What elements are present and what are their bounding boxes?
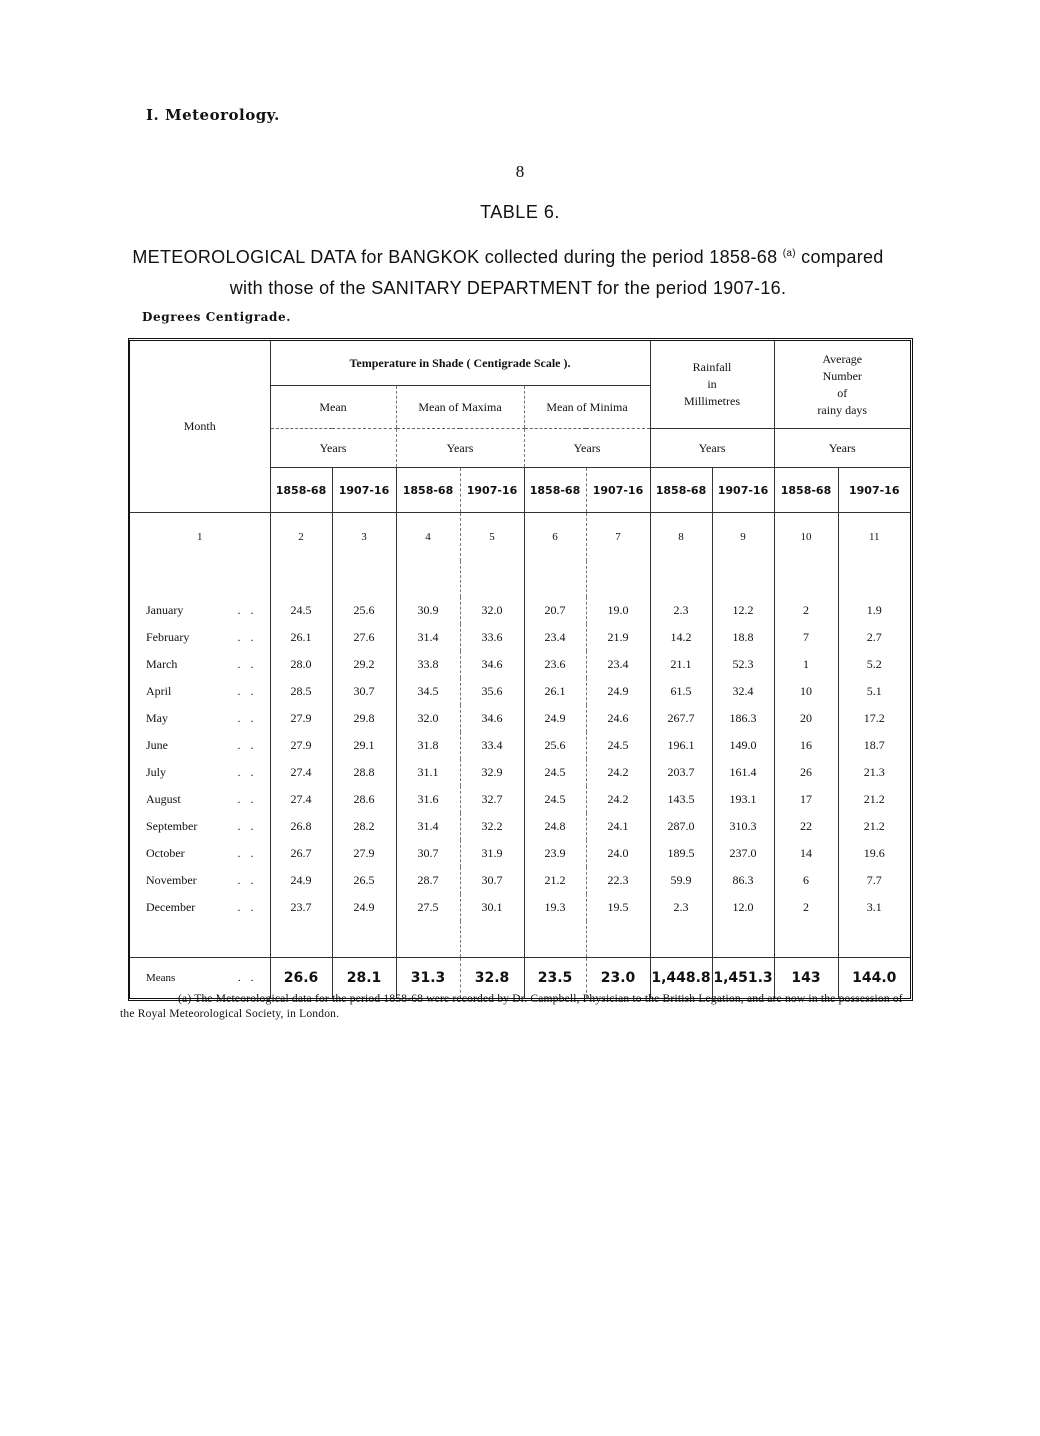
month-name: October — [146, 846, 185, 860]
data-cell: 14 — [774, 840, 838, 867]
column-number: 6 — [524, 513, 586, 562]
data-cell: 24.5 — [524, 786, 586, 813]
data-cell: 27.9 — [332, 840, 396, 867]
column-number: 3 — [332, 513, 396, 562]
data-cell: 32.0 — [396, 705, 460, 732]
month-name: August — [146, 792, 181, 806]
data-cell: 23.6 — [524, 651, 586, 678]
data-cell: 19.0 — [586, 597, 650, 624]
data-cell: 32.7 — [460, 786, 524, 813]
data-cell: 27.9 — [290, 711, 312, 725]
data-cell: 24.2 — [586, 759, 650, 786]
data-cell: 196.1 — [650, 732, 712, 759]
leader-dots: .. — [237, 792, 264, 806]
caption-line1: METEOROLOGICAL DATA for BANGKOK collected during the period 1858-68 — [132, 247, 778, 267]
data-cell: 17.2 — [838, 705, 910, 732]
data-cell: 33.6 — [460, 624, 524, 651]
data-cell: 1 — [774, 651, 838, 678]
data-cell: 28.6 — [332, 786, 396, 813]
data-cell: 25.6 — [524, 732, 586, 759]
data-cell: 27.6 — [332, 624, 396, 651]
column-number: 11 — [838, 513, 910, 562]
data-cell: 18.7 — [838, 732, 910, 759]
data-cell: 33.4 — [460, 732, 524, 759]
data-cell: 287.0 — [650, 813, 712, 840]
data-cell: 31.9 — [460, 840, 524, 867]
monthly-data — [130, 597, 910, 921]
data-cell: 30.7 — [396, 840, 460, 867]
table-title: TABLE 6. — [480, 202, 560, 222]
data-cell: 24.5 — [290, 603, 312, 617]
table-row — [130, 840, 910, 867]
data-cell: 21.9 — [586, 624, 650, 651]
data-cell: 30.9 — [396, 597, 460, 624]
years-label: Years — [650, 429, 774, 468]
means-cell: 23.5 — [524, 958, 586, 999]
table-row — [130, 705, 910, 732]
month-name: April — [146, 684, 172, 698]
data-cell: 24.9 — [332, 894, 396, 921]
spacer-row — [130, 921, 910, 958]
data-cell: 20 — [774, 705, 838, 732]
data-cell: 2 — [774, 894, 838, 921]
data-cell: 1.9 — [838, 597, 910, 624]
data-cell: 34.6 — [460, 705, 524, 732]
month-name: November — [146, 873, 197, 887]
month-header: Month — [130, 341, 270, 513]
month-cell — [130, 705, 270, 732]
leader-dots: .. — [237, 630, 264, 644]
means-cell: 144.0 — [838, 958, 910, 999]
month-name: March — [146, 657, 178, 671]
leader-dots: .. — [237, 765, 264, 779]
table-row — [130, 732, 910, 759]
leader-dots: .. — [237, 738, 264, 752]
data-cell: 23.4 — [586, 651, 650, 678]
month-cell — [130, 840, 270, 867]
data-cell: 26.5 — [332, 867, 396, 894]
data-cell: 24.1 — [586, 813, 650, 840]
data-cell: 31.4 — [396, 813, 460, 840]
means-label: Means — [146, 972, 176, 984]
month-name: December — [146, 900, 196, 914]
leader-dots: .. — [237, 900, 264, 914]
month-cell — [130, 867, 270, 894]
data-cell: 26 — [774, 759, 838, 786]
means-cell: 32.8 — [460, 958, 524, 999]
rainy-days-header — [774, 341, 910, 429]
column-number: 5 — [460, 513, 524, 562]
month-name: May — [146, 711, 168, 725]
data-cell: 193.1 — [712, 786, 774, 813]
data-cell: 21.3 — [838, 759, 910, 786]
data-cell: 26.1 — [290, 630, 312, 644]
data-cell: 22.3 — [586, 867, 650, 894]
caption-line2: with those of the SANITARY DEPARTMENT for the period 1907-16. — [229, 278, 787, 298]
data-cell: 143.5 — [650, 786, 712, 813]
data-cell: 31.4 — [396, 624, 460, 651]
data-cell: 30.7 — [332, 678, 396, 705]
data-cell: 24.9 — [524, 705, 586, 732]
data-cell: 21.1 — [650, 651, 712, 678]
data-cell: 7 — [774, 624, 838, 651]
data-cell: 21.2 — [838, 813, 910, 840]
table-row — [130, 597, 910, 624]
data-cell: 26.7 — [290, 846, 312, 860]
period-header: 1907-16 — [332, 468, 396, 513]
means-cell: 1,451.3 — [712, 958, 774, 999]
means-cell: 1,448.8 — [650, 958, 712, 999]
data-cell: 2.3 — [650, 894, 712, 921]
month-name: July — [146, 765, 167, 779]
column-number: 1 — [130, 513, 270, 562]
data-cell: 17 — [774, 786, 838, 813]
caption-line1-end: compared — [801, 247, 884, 267]
data-cell: 33.8 — [396, 651, 460, 678]
data-cell: 21.2 — [524, 867, 586, 894]
rainfall-header-l1: Rainfall — [692, 360, 732, 374]
period-header: 1858-68 — [270, 468, 332, 513]
month-name: June — [146, 738, 168, 752]
data-cell: 27.5 — [396, 894, 460, 921]
period-header: 1907-16 — [586, 468, 650, 513]
leader-dots: .. — [237, 603, 264, 617]
data-cell: 52.3 — [712, 651, 774, 678]
data-cell: 32.4 — [712, 678, 774, 705]
data-cell: 310.3 — [712, 813, 774, 840]
data-cell: 22 — [774, 813, 838, 840]
years-label: Years — [774, 429, 910, 468]
data-cell: 32.2 — [460, 813, 524, 840]
data-cell: 19.3 — [524, 894, 586, 921]
data-cell: 6 — [774, 867, 838, 894]
data-cell: 24.2 — [586, 786, 650, 813]
leader-dots: .. — [237, 711, 264, 725]
month-cell — [130, 786, 270, 813]
column-number: 8 — [650, 513, 712, 562]
data-cell: 24.9 — [586, 678, 650, 705]
month-name: February — [146, 630, 190, 644]
data-cell: 23.9 — [524, 840, 586, 867]
temperature-header: Temperature in Shade ( Centigrade Scale ). — [270, 341, 650, 386]
rainfall-header-l3: Millimetres — [684, 394, 740, 408]
table-row — [130, 813, 910, 840]
column-number: 10 — [774, 513, 838, 562]
data-cell: 2.7 — [838, 624, 910, 651]
data-cell: 19.5 — [586, 894, 650, 921]
means-cell: 23.0 — [586, 958, 650, 999]
data-cell: 61.5 — [650, 678, 712, 705]
data-cell: 28.5 — [290, 684, 312, 698]
table-row — [130, 786, 910, 813]
data-cell: 2 — [774, 597, 838, 624]
period-header: 1858-68 — [396, 468, 460, 513]
month-cell — [130, 759, 270, 786]
data-cell: 186.3 — [712, 705, 774, 732]
data-cell: 86.3 — [712, 867, 774, 894]
data-cell: 16 — [774, 732, 838, 759]
column-number: 2 — [298, 531, 304, 543]
table-row — [130, 678, 910, 705]
month-name: January — [146, 603, 184, 617]
rainy-header-l1: Average — [822, 351, 863, 366]
data-cell: 26.8 — [290, 819, 312, 833]
data-cell: 27.4 — [290, 765, 312, 779]
data-cell: 21.2 — [838, 786, 910, 813]
period-header: 1858-68 — [524, 468, 586, 513]
page-number: 8 — [515, 162, 525, 181]
data-cell: 28.8 — [332, 759, 396, 786]
meteorological-table-frame — [128, 338, 913, 1001]
data-cell: 10 — [774, 678, 838, 705]
leader-dots: .. — [238, 972, 264, 984]
data-cell: 29.1 — [332, 732, 396, 759]
month-cell — [130, 597, 270, 624]
data-cell: 20.7 — [524, 597, 586, 624]
data-cell: 26.1 — [524, 678, 586, 705]
data-cell: 30.7 — [460, 867, 524, 894]
means-cell: 28.1 — [332, 958, 396, 999]
leader-dots: .. — [237, 657, 264, 671]
data-cell: 31.1 — [396, 759, 460, 786]
data-cell: 32.9 — [460, 759, 524, 786]
units-label: Degrees Centigrade. — [142, 310, 292, 324]
data-cell: 25.6 — [332, 597, 396, 624]
data-cell: 28.2 — [332, 813, 396, 840]
leader-dots: .. — [237, 846, 264, 860]
period-header: 1858-68 — [650, 468, 712, 513]
years-label: Years — [524, 429, 650, 468]
footnote-marker: (a) — [782, 248, 796, 259]
data-cell: 24.6 — [586, 705, 650, 732]
data-cell: 59.9 — [650, 867, 712, 894]
column-number: 9 — [712, 513, 774, 562]
table-row — [130, 759, 910, 786]
period-header: 1907-16 — [838, 468, 910, 513]
rainy-header-l3: of — [837, 385, 848, 400]
data-cell: 189.5 — [650, 840, 712, 867]
data-cell: 5.2 — [838, 651, 910, 678]
meteorological-table — [130, 341, 910, 998]
month-name: September — [146, 819, 198, 833]
data-cell: 7.7 — [838, 867, 910, 894]
data-cell: 23.4 — [524, 624, 586, 651]
spacer-row — [130, 561, 910, 597]
data-cell: 18.8 — [712, 624, 774, 651]
table-row — [130, 624, 910, 651]
data-cell: 32.0 — [460, 597, 524, 624]
leader-dots: .. — [237, 873, 264, 887]
means-cell: 143 — [774, 958, 838, 999]
rainfall-header-l2: in — [707, 377, 717, 391]
leader-dots: .. — [237, 819, 264, 833]
data-cell: 203.7 — [650, 759, 712, 786]
data-cell: 19.6 — [838, 840, 910, 867]
rainy-header-l4: rainy days — [817, 402, 868, 417]
rainy-header-l2: Number — [822, 368, 862, 383]
column-number: 7 — [586, 513, 650, 562]
data-cell: 31.8 — [396, 732, 460, 759]
data-cell: 237.0 — [712, 840, 774, 867]
data-cell: 24.5 — [524, 759, 586, 786]
data-cell: 3.1 — [838, 894, 910, 921]
section-heading: I. Meteorology. — [146, 106, 280, 124]
data-cell: 28.0 — [290, 657, 312, 671]
period-header: 1858-68 — [774, 468, 838, 513]
data-cell: 28.7 — [396, 867, 460, 894]
data-cell: 30.1 — [460, 894, 524, 921]
data-cell: 267.7 — [650, 705, 712, 732]
data-cell: 149.0 — [712, 732, 774, 759]
data-cell: 29.2 — [332, 651, 396, 678]
table-row — [130, 894, 910, 921]
column-number: 4 — [396, 513, 460, 562]
means-cell: 31.3 — [396, 958, 460, 999]
data-cell: 2.3 — [650, 597, 712, 624]
month-cell — [130, 813, 270, 840]
table-row — [130, 867, 910, 894]
data-cell: 12.2 — [712, 597, 774, 624]
table-caption — [128, 238, 888, 304]
data-cell: 23.7 — [290, 900, 312, 914]
data-cell: 14.2 — [650, 624, 712, 651]
period-header: 1907-16 — [460, 468, 524, 513]
data-cell: 161.4 — [712, 759, 774, 786]
data-cell: 12.0 — [712, 894, 774, 921]
minima-header: Mean of Minima — [524, 386, 650, 429]
data-cell: 34.5 — [396, 678, 460, 705]
column-number-row — [130, 513, 910, 562]
data-cell: 35.6 — [460, 678, 524, 705]
month-cell — [130, 894, 270, 921]
data-cell: 24.5 — [586, 732, 650, 759]
footnote: (a) The Meteorological data for the period 1858-68 were recorded by Dr. Campbell, Physician to the British Legation, and are now in the possession of the Royal Meteorological Society, in London. — [120, 993, 903, 1020]
table-row — [130, 651, 910, 678]
data-cell: 27.4 — [290, 792, 312, 806]
month-cell — [130, 678, 270, 705]
data-cell: 29.8 — [332, 705, 396, 732]
years-label: Years — [270, 429, 396, 468]
data-cell: 24.8 — [524, 813, 586, 840]
period-header: 1907-16 — [712, 468, 774, 513]
data-cell: 27.9 — [290, 738, 312, 752]
leader-dots: .. — [237, 684, 264, 698]
rainfall-header — [650, 341, 774, 429]
means-cell: 26.6 — [270, 958, 332, 999]
month-cell — [130, 651, 270, 678]
mean-header: Mean — [270, 386, 396, 429]
data-cell: 24.9 — [290, 873, 312, 887]
data-cell: 34.6 — [460, 651, 524, 678]
data-cell: 5.1 — [838, 678, 910, 705]
maxima-header: Mean of Maxima — [396, 386, 524, 429]
month-cell — [130, 624, 270, 651]
years-label: Years — [396, 429, 524, 468]
data-cell: 31.6 — [396, 786, 460, 813]
data-cell: 24.0 — [586, 840, 650, 867]
month-cell — [130, 732, 270, 759]
